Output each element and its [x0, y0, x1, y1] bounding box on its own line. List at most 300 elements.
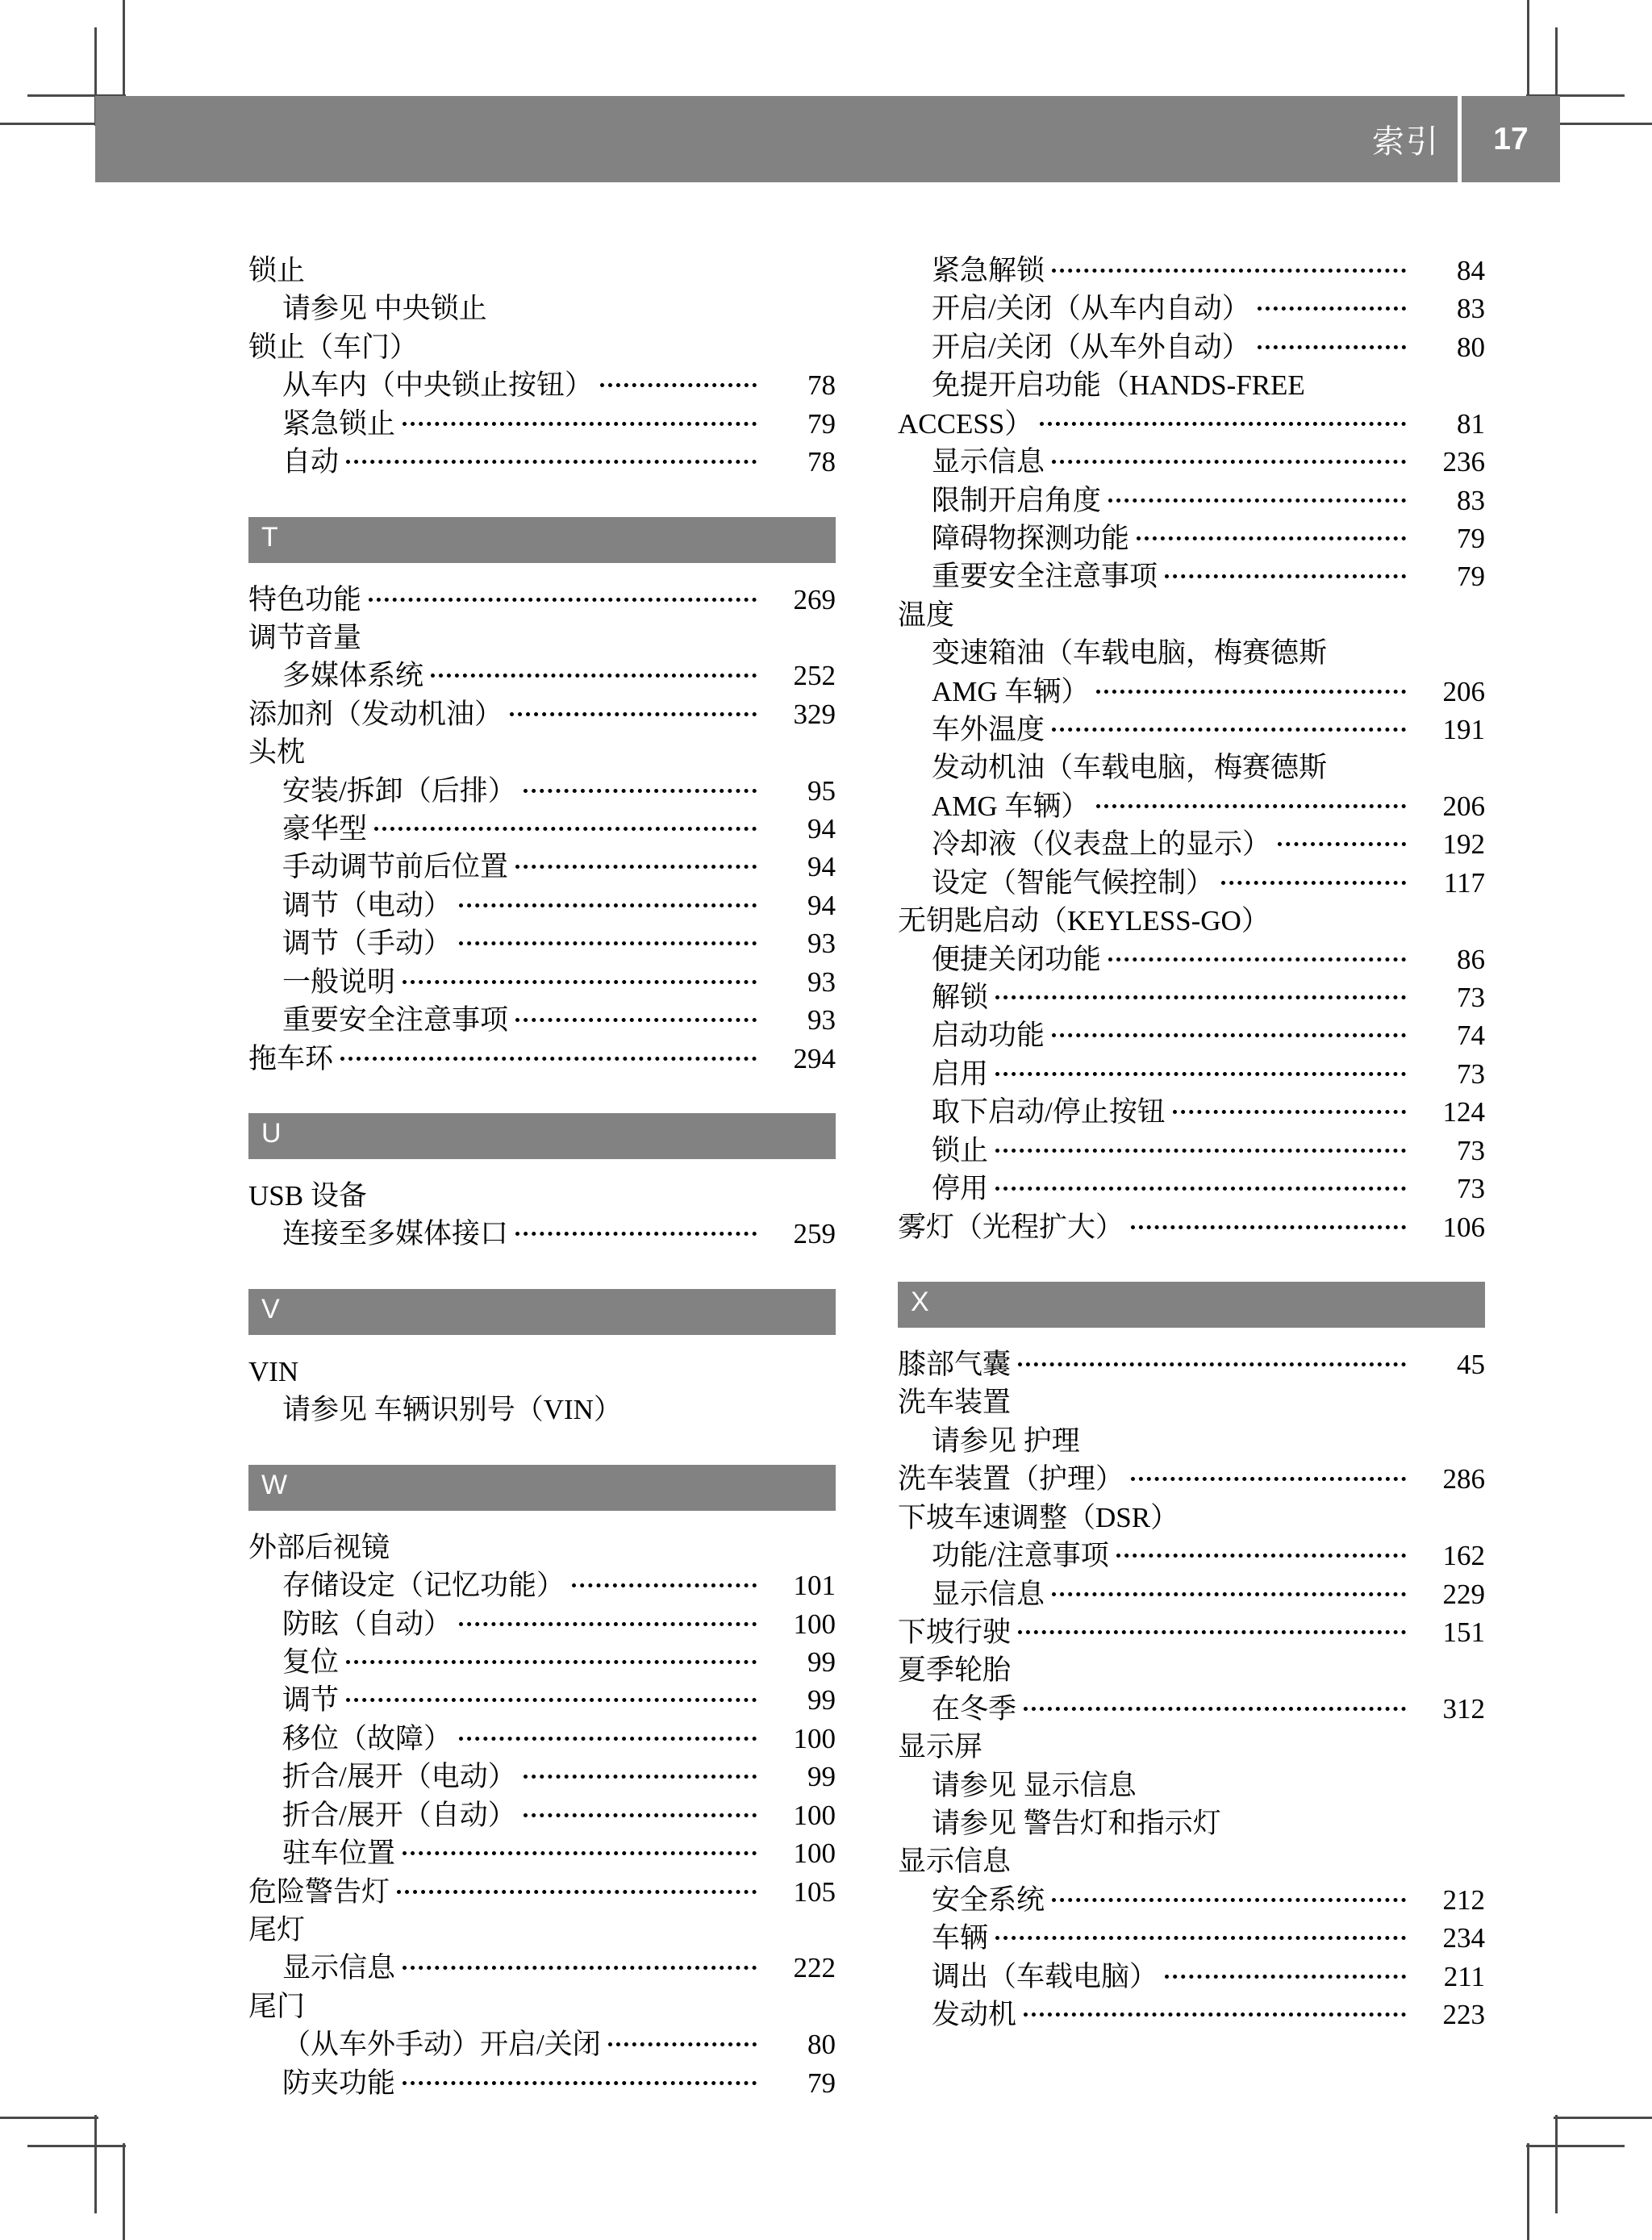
index-entry-page-number: 94 [807, 889, 836, 921]
index-entry[interactable] [248, 963, 836, 1001]
index-entry-page-number: 259 [793, 1218, 836, 1250]
index-entry-label: 添加剂（发动机油） [248, 698, 503, 730]
index-entry-leader-dots [374, 810, 757, 838]
index-entry[interactable] [248, 848, 836, 886]
index-entry[interactable] [248, 290, 836, 327]
index-entry-leader-dots [1116, 1537, 1406, 1565]
index-entry[interactable] [898, 1613, 1485, 1651]
page-number: 17 [1493, 121, 1529, 156]
index-entry[interactable] [898, 1093, 1485, 1131]
index-entry-leader-dots [459, 1605, 757, 1633]
index-entry-page-number: 106 [1442, 1211, 1485, 1243]
index-entry[interactable] [898, 557, 1485, 595]
index-entry-page-number: 191 [1442, 714, 1485, 746]
index-entry-leader-dots [1312, 366, 1485, 394]
index-entry-leader-dots [1018, 1842, 1485, 1871]
index-entry[interactable] [898, 252, 1485, 290]
index-entry-page-number: 94 [807, 813, 836, 845]
index-entry-leader-dots [995, 1919, 1406, 1947]
index-entry-label: 安全系统 [932, 1883, 1045, 1916]
index-entry-label: 重要安全注意事项 [282, 1004, 509, 1037]
index-entry-label: 显示信息 [282, 1952, 396, 1984]
index-entry-page-number: 101 [793, 1570, 836, 1602]
index-entry-leader-dots [306, 1353, 836, 1381]
index-entry[interactable] [898, 1804, 1485, 1842]
index-entry-leader-dots [1173, 1093, 1406, 1121]
crop-mark-bottom-left-horizontal-inner [27, 2145, 126, 2147]
index-entry-page-number: 252 [793, 660, 836, 692]
index-entry[interactable] [898, 1767, 1485, 1804]
index-entry[interactable] [248, 252, 836, 290]
index-entry[interactable] [898, 787, 1485, 825]
index-entry-label: 限制开启角度 [932, 484, 1102, 516]
index-entry-label: 启动功能 [932, 1020, 1045, 1052]
crop-mark-bottom-left-vertical-inner [123, 2143, 125, 2240]
index-entry-leader-dots [1040, 405, 1406, 433]
index-entry-label: 外部后视镜 [248, 1531, 390, 1563]
index-entry-label: USB 设备 [248, 1180, 367, 1212]
index-entry-label: 自动 [282, 446, 340, 478]
index-entry-label: 头枕 [248, 736, 306, 769]
index-entry-leader-dots [1052, 1881, 1406, 1909]
index-entry-label: 折合/展开（电动） [282, 1761, 516, 1793]
index-entry-leader-dots [1108, 941, 1406, 969]
index-entry-leader-dots [403, 405, 757, 433]
index-entry[interactable] [248, 1873, 836, 1911]
index-entry-page-number: 312 [1442, 1692, 1485, 1725]
index-entry[interactable] [898, 366, 1485, 404]
index-entry[interactable] [898, 1499, 1485, 1537]
index-entry-page-number: 151 [1442, 1616, 1485, 1648]
index-entry[interactable] [248, 1681, 836, 1719]
index-entry-leader-dots [995, 1132, 1406, 1160]
index-entry-page-number: 100 [793, 1608, 836, 1640]
index-entry-leader-dots [1165, 1958, 1406, 1986]
index-entry-label: 夏季轮胎 [898, 1654, 1012, 1687]
index-entry-label: 防夹功能 [282, 2067, 396, 2099]
index-entry-leader-dots [494, 290, 836, 318]
index-entry-leader-dots [1087, 1422, 1485, 1450]
index-entry-leader-dots [1137, 519, 1406, 548]
index-entry-page-number: 79 [807, 2067, 836, 2099]
index-entry[interactable] [898, 1728, 1485, 1766]
index-entry-page-number: 99 [807, 1646, 836, 1678]
index-entry-page-number: 105 [793, 1875, 836, 1908]
index-entry[interactable] [898, 1016, 1485, 1054]
index-letter-label: W [261, 1469, 289, 1500]
index-entry-leader-dots [397, 1873, 757, 1901]
index-entry[interactable] [898, 1170, 1485, 1208]
index-entry-leader-dots [1052, 1575, 1406, 1604]
index-entry[interactable] [248, 2064, 836, 2102]
index-entry-label: 变速箱油（车载电脑，梅赛德斯 [932, 637, 1328, 669]
index-entry-leader-dots [312, 1988, 836, 2016]
index-entry-label: 膝部气囊 [898, 1348, 1012, 1380]
index-entry[interactable] [898, 1383, 1485, 1421]
index-entry[interactable] [898, 634, 1485, 672]
index-entry-page-number: 79 [1457, 522, 1485, 554]
index-entry[interactable] [898, 1575, 1485, 1613]
index-entry-leader-dots [1334, 749, 1485, 777]
index-entry[interactable] [898, 1881, 1485, 1919]
index-entry[interactable] [898, 405, 1485, 443]
index-entry-page-number: 84 [1457, 255, 1485, 286]
index-entry[interactable] [248, 366, 836, 404]
index-entry-label: 调出（车载电脑） [932, 1960, 1158, 1992]
index-entry-label: 手动调节前后位置 [282, 851, 509, 883]
index-entry-label: 车外温度 [932, 714, 1045, 746]
index-entry-label: 开启/关闭（从车内自动） [932, 293, 1250, 325]
index-entry-page-number: 229 [1442, 1578, 1485, 1610]
index-entry-label: 在冬季 [932, 1692, 1017, 1725]
crop-mark-bottom-right-horizontal-inner [1526, 2145, 1625, 2147]
index-entry[interactable] [898, 902, 1485, 940]
index-entry[interactable] [248, 1566, 836, 1604]
index-entry-page-number: 73 [1457, 982, 1485, 1014]
index-entry[interactable] [248, 1605, 836, 1643]
index-entry[interactable] [248, 886, 836, 924]
index-entry-label: 存储设定（记忆功能） [282, 1570, 565, 1602]
index-entry-page-number: 99 [807, 1761, 836, 1793]
crop-mark-bottom-left-horizontal-outer [0, 2117, 98, 2119]
index-entry-leader-dots [1052, 1016, 1406, 1045]
index-entry-label: 显示信息 [932, 446, 1045, 478]
index-entry-page-number: 162 [1442, 1540, 1485, 1572]
index-entry[interactable] [248, 1001, 836, 1039]
index-entry-page-number: 73 [1457, 1134, 1485, 1166]
index-entry[interactable] [248, 443, 836, 481]
index-entry[interactable] [248, 1391, 836, 1429]
index-entry-label: 停用 [932, 1173, 989, 1205]
index-entry-leader-dots [403, 963, 757, 991]
index-entry-label: 显示屏 [898, 1731, 983, 1763]
index-entry-label: 冷却液（仪表盘上的显示） [932, 828, 1271, 861]
index-entry[interactable] [898, 1460, 1485, 1498]
index-entry[interactable] [898, 1958, 1485, 1996]
index-entry-page-number: 206 [1442, 790, 1485, 822]
index-entry-label: 安装/拆卸（后排） [282, 774, 516, 807]
index-entry-label: 特色功能 [248, 583, 362, 615]
index-entry-leader-dots [1258, 290, 1406, 318]
index-entry-label: 取下启动/停止按钮 [932, 1096, 1166, 1128]
index-entry-leader-dots [1018, 1383, 1485, 1412]
index-entry[interactable] [248, 657, 836, 695]
index-entry-label: AMG 车辆） [932, 790, 1090, 822]
index-entry[interactable] [248, 1796, 836, 1834]
index-entry-leader-dots [431, 657, 757, 685]
crop-mark-top-right-vertical-outer [1527, 0, 1529, 98]
index-entry-page-number: 94 [807, 851, 836, 883]
index-entry-leader-dots [346, 1681, 757, 1709]
index-entry[interactable] [248, 772, 836, 810]
index-entry[interactable] [248, 1643, 836, 1681]
index-entry[interactable] [898, 1919, 1485, 1957]
index-entry[interactable] [898, 1422, 1485, 1460]
index-entry-label: 连接至多媒体接口 [282, 1218, 509, 1250]
index-entry-leader-dots [369, 581, 757, 609]
index-entry[interactable] [898, 1208, 1485, 1246]
index-entry-label: 车辆 [932, 1922, 989, 1954]
index-entry-leader-dots [369, 619, 836, 647]
index-entry-page-number: 79 [807, 407, 836, 440]
index-entry[interactable] [248, 695, 836, 733]
index-entry[interactable] [248, 1720, 836, 1758]
index-entry-label: 调节音量 [248, 621, 362, 653]
index-entry-leader-dots [459, 886, 757, 915]
index-column-left [248, 252, 836, 2102]
index-entry[interactable] [898, 749, 1485, 786]
page-header-band [95, 96, 1560, 182]
index-entry-page-number: 80 [807, 2029, 836, 2061]
index-entry-leader-dots [510, 695, 757, 724]
index-entry[interactable] [248, 1215, 836, 1253]
index-entry[interactable] [248, 405, 836, 443]
index-entry-leader-dots [403, 1834, 757, 1862]
index-entry-label: 锁止（车门） [248, 331, 419, 363]
index-entry-leader-dots [1096, 787, 1406, 815]
index-letter-bar [248, 1465, 836, 1511]
crop-mark-bottom-right-vertical-inner [1527, 2143, 1529, 2240]
index-entry-page-number: 80 [1457, 331, 1485, 363]
index-entry-label: 便捷关闭功能 [932, 943, 1102, 975]
index-letter-bar [898, 1282, 1485, 1328]
index-entry-leader-dots [990, 1728, 1485, 1756]
index-entry[interactable] [898, 1996, 1485, 2034]
index-entry-label: （从车外手动）开启/关闭 [282, 2029, 601, 2061]
index-entry[interactable] [898, 290, 1485, 327]
index-entry-page-number: 73 [1457, 1173, 1485, 1205]
index-entry-leader-dots [374, 1177, 836, 1205]
index-entry-page-number: 124 [1442, 1096, 1485, 1128]
index-entry[interactable] [248, 924, 836, 962]
index-entry-label: 锁止 [248, 255, 306, 286]
index-entry-leader-dots [515, 1215, 757, 1243]
index-entry-label: 下坡行驶 [898, 1616, 1012, 1648]
index-entry-leader-dots [1144, 1767, 1485, 1795]
index-entry[interactable] [248, 581, 836, 619]
index-entry-leader-dots [312, 1911, 836, 1939]
index-entry[interactable] [248, 1529, 836, 1566]
index-letter-label: V [261, 1293, 281, 1324]
index-letter-label: X [911, 1286, 930, 1317]
index-entry-leader-dots [403, 2064, 757, 2092]
index-entry[interactable] [898, 1345, 1485, 1383]
index-entry-page-number: 95 [807, 774, 836, 807]
index-entry-label: 重要安全注意事项 [932, 561, 1158, 593]
index-entry-label: 雾灯（光程扩大） [898, 1211, 1124, 1243]
index-entry-label: 从车内（中央锁止按钮） [282, 369, 594, 402]
index-entry[interactable] [898, 1842, 1485, 1880]
index-entry[interactable] [898, 1690, 1485, 1728]
index-entry-page-number: 212 [1442, 1883, 1485, 1916]
index-entry-label: 防眩（自动） [282, 1608, 453, 1640]
index-entry-label: 请参见 警告灯和指示灯 [932, 1808, 1221, 1840]
index-entry-leader-dots [1131, 1208, 1406, 1237]
crop-mark-bottom-right-vertical-outer [1555, 2115, 1558, 2213]
index-entry[interactable] [248, 733, 836, 771]
index-entry[interactable] [248, 1040, 836, 1078]
index-entry-leader-dots [608, 2025, 757, 2054]
index-entry-label: 驻车位置 [282, 1837, 396, 1870]
index-entry[interactable] [248, 1834, 836, 1872]
crop-mark-top-left-vertical-outer [123, 0, 125, 98]
crop-mark-bottom-right-horizontal-outer [1554, 2117, 1652, 2119]
index-entry-page-number: 74 [1457, 1020, 1485, 1052]
index-entry[interactable] [898, 1651, 1485, 1689]
crop-mark-top-left-horizontal-outer [0, 123, 98, 125]
index-entry-leader-dots [425, 328, 836, 357]
index-entry-page-number: 329 [793, 698, 836, 730]
index-entry-label: 下坡车速调整（DSR） [898, 1501, 1179, 1533]
index-entry-label: 紧急锁止 [282, 407, 396, 440]
index-entry-label: 豪华型 [282, 813, 368, 845]
index-entry-page-number: 286 [1442, 1463, 1485, 1495]
index-letter-bar [248, 517, 836, 563]
index-entry[interactable] [898, 978, 1485, 1016]
index-letter-label: T [261, 521, 279, 553]
index-entry-page-number: 234 [1442, 1922, 1485, 1954]
index-entry-leader-dots [403, 1949, 757, 1977]
index-entry-label: 开启/关闭（从车外自动） [932, 331, 1250, 363]
index-entry-leader-dots [1052, 443, 1406, 471]
index-entry-label: 洗车装置（护理） [898, 1463, 1124, 1495]
index-entry-leader-dots [1229, 1804, 1485, 1833]
index-entry-leader-dots [1052, 252, 1406, 280]
index-entry[interactable] [248, 1949, 836, 1987]
index-entry[interactable] [248, 810, 836, 848]
index-entry-leader-dots [340, 1040, 757, 1068]
index-entry[interactable] [898, 1537, 1485, 1575]
crop-mark-bottom-left-vertical-outer [94, 2115, 97, 2213]
index-entry[interactable] [248, 1353, 836, 1391]
index-entry-label: 复位 [282, 1646, 340, 1678]
index-entry[interactable] [248, 1177, 836, 1215]
index-entry-page-number: 294 [793, 1042, 836, 1074]
index-entry-leader-dots [1096, 673, 1406, 701]
index-entry-label: 调节（电动） [282, 889, 453, 921]
index-entry[interactable] [898, 328, 1485, 366]
index-entry-label: 洗车装置 [898, 1387, 1012, 1419]
index-entry[interactable] [248, 1988, 836, 2025]
index-entry-label: 请参见 显示信息 [932, 1769, 1137, 1801]
index-entry-label: 锁止 [932, 1134, 989, 1166]
index-entry-page-number: 206 [1442, 675, 1485, 707]
index-entry-leader-dots [515, 848, 757, 876]
index-entry-leader-dots [629, 1391, 836, 1419]
crop-mark-top-right-horizontal-outer [1554, 123, 1652, 125]
index-entry-page-number: 100 [793, 1837, 836, 1870]
index-entry-leader-dots [1131, 1460, 1406, 1488]
index-entry-leader-dots [1024, 1690, 1406, 1718]
index-entry-leader-dots [524, 1758, 757, 1786]
index-entry[interactable] [898, 825, 1485, 863]
index-entry-leader-dots [524, 1796, 757, 1825]
index-entry-page-number: 83 [1457, 293, 1485, 325]
index-entry-label: 发动机油（车载电脑，梅赛德斯 [932, 752, 1328, 784]
index-entry[interactable] [898, 1055, 1485, 1093]
index-entry-label: 移位（故障） [282, 1722, 453, 1754]
index-letter-bar [248, 1113, 836, 1159]
index-entry-leader-dots [1277, 902, 1485, 930]
index-entry-page-number: 79 [1457, 561, 1485, 593]
page-header-section-title: 索引 [1372, 124, 1440, 160]
index-entry-label: 启用 [932, 1057, 989, 1090]
index-entry-leader-dots [459, 1720, 757, 1748]
index-entry-page-number: 117 [1443, 866, 1485, 899]
index-entry-page-number: 78 [807, 446, 836, 478]
index-entry-leader-dots [312, 733, 836, 761]
index-entry-label: 无钥匙启动（KEYLESS-GO） [898, 905, 1270, 937]
index-entry-page-number: 223 [1442, 1999, 1485, 2031]
index-entry-leader-dots [1165, 557, 1406, 586]
index-entry[interactable] [898, 1132, 1485, 1170]
index-entry-page-number: 269 [793, 583, 836, 615]
index-entry-label: 多媒体系统 [282, 660, 424, 692]
index-entry-label: 尾灯 [248, 1913, 306, 1946]
index-entry-leader-dots [1334, 634, 1485, 662]
index-entry-leader-dots [1018, 1651, 1485, 1679]
index-entry-leader-dots [1278, 825, 1406, 853]
index-entry[interactable] [898, 482, 1485, 519]
index-entry[interactable] [898, 596, 1485, 634]
index-entry[interactable] [898, 519, 1485, 557]
index-entry-page-number: 93 [807, 928, 836, 960]
index-entry[interactable] [898, 443, 1485, 481]
index-entry-page-number: 93 [807, 966, 836, 998]
index-entry-label: 免提开启功能（HANDS-FREE [932, 369, 1305, 402]
index-entry-page-number: 100 [793, 1799, 836, 1831]
index-entry[interactable] [898, 711, 1485, 749]
index-entry-leader-dots [515, 1001, 757, 1029]
index-entry-page-number: 73 [1457, 1057, 1485, 1090]
index-entry-page-number: 192 [1442, 828, 1485, 861]
index-entry-label: 解锁 [932, 982, 989, 1014]
index-entry-label: 调节（手动） [282, 928, 453, 960]
index-entry-label: 尾门 [248, 1990, 306, 2022]
index-entry-label: 危险警告灯 [248, 1875, 390, 1908]
index-entry-label: 温度 [898, 599, 955, 631]
index-entry-page-number: 83 [1457, 484, 1485, 516]
index-entry[interactable] [898, 941, 1485, 978]
index-entry-label: VIN [248, 1355, 299, 1387]
index-entry-leader-dots [600, 366, 757, 394]
index-entry-leader-dots [397, 1529, 836, 1557]
index-entry[interactable] [248, 2025, 836, 2063]
index-entry[interactable] [248, 328, 836, 366]
index-entry[interactable] [898, 864, 1485, 902]
index-entry-page-number: 86 [1457, 943, 1485, 975]
index-entry-leader-dots [1258, 328, 1406, 357]
index-entry-leader-dots [1018, 1613, 1406, 1641]
index-entry-label: 请参见 中央锁止 [282, 293, 487, 325]
index-entry-label: 显示信息 [932, 1578, 1045, 1610]
index-entry[interactable] [898, 673, 1485, 711]
index-entry-label: 拖车环 [248, 1042, 334, 1074]
index-entry-label: 一般说明 [282, 966, 396, 998]
index-entry-page-number: 236 [1442, 446, 1485, 478]
index-entry-label: 请参见 车辆识别号（VIN） [282, 1394, 622, 1426]
index-entry[interactable] [248, 619, 836, 657]
index-entry-page-number: 78 [807, 369, 836, 402]
index-entry-leader-dots [1186, 1499, 1485, 1527]
index-entry-page-number: 100 [793, 1722, 836, 1754]
index-entry-page-number: 81 [1457, 407, 1485, 440]
index-entry-label: 紧急解锁 [932, 255, 1045, 286]
index-entry-leader-dots [1024, 1996, 1406, 2024]
index-entry[interactable] [248, 1758, 836, 1796]
index-entry[interactable] [248, 1911, 836, 1949]
index-letter-bar [248, 1289, 836, 1335]
